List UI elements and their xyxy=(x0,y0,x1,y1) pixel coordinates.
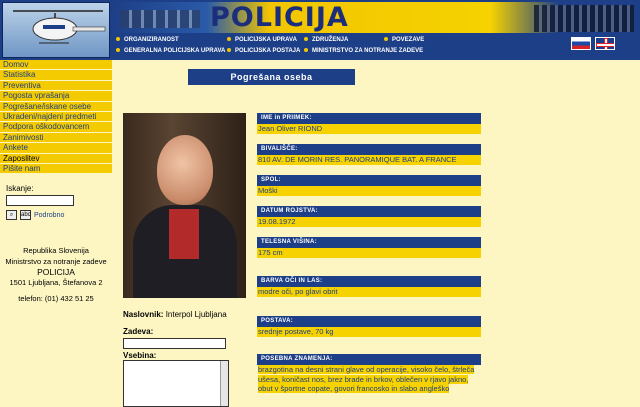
header-banner xyxy=(112,2,638,33)
field-height xyxy=(257,237,481,258)
field-eyes-hair xyxy=(257,276,481,297)
search-icon[interactable]: ⌕ xyxy=(6,210,17,220)
advanced-search-link[interactable]: Podrobno xyxy=(34,211,65,219)
sidebar-item-domov[interactable]: Domov xyxy=(0,60,112,70)
message-textarea[interactable] xyxy=(123,360,229,407)
search-box xyxy=(6,184,106,220)
field-label: POSTAVA: xyxy=(257,316,481,327)
subject-input[interactable] xyxy=(123,338,226,349)
field-label: POSEBNA ZNAMENJA: xyxy=(257,354,481,365)
field-label: BARVA OČI IN LAS: xyxy=(257,276,481,287)
nav-policijska-uprava[interactable]: POLICIJSKA UPRAVA xyxy=(227,37,297,43)
slovenian-flag-icon[interactable] xyxy=(571,37,591,50)
field-value: 810 AV. DE MORIN RES. PANORAMIQUE BAT. A FRANCE xyxy=(257,155,481,165)
nav-generalna-policijska-uprava[interactable]: GENERALNA POLICIJSKA UPRAVA xyxy=(116,48,225,54)
officers-image xyxy=(534,5,634,32)
field-value: 175 cm xyxy=(257,248,481,258)
nav-policijska-postaja[interactable]: POLICIJSKA POSTAJA xyxy=(227,48,300,54)
sidebar-item-zaposlitev[interactable]: Zaposlitev xyxy=(0,154,112,164)
top-navigation xyxy=(112,34,562,58)
message-scrollbar[interactable] xyxy=(220,361,228,406)
field-label: SPOL: xyxy=(257,175,481,186)
field-value: brazgotina na desni strani glave od operacije, visoko čelo, štrleča ušesa, koničast nos, brez brade in brkov, oblečen v rjavo jakno, obut v športne copate, govori francosko in slabo angleško xyxy=(258,365,475,393)
sidebar-item-zanimivosti[interactable]: Zanimivosti xyxy=(0,133,112,143)
recipient-line xyxy=(123,310,227,319)
field-value: Moški xyxy=(257,186,481,196)
search-input[interactable] xyxy=(6,195,74,206)
field-label: BIVALIŠČE: xyxy=(257,144,481,155)
field-value: srednje postave, 70 kg xyxy=(257,327,481,337)
site-title: POLICIJA xyxy=(210,2,349,33)
police-cars-image xyxy=(120,10,200,28)
field-value: modre oči, po glavi obrit xyxy=(257,287,481,297)
message-label: Vsebina: xyxy=(123,351,157,360)
ministry-contact xyxy=(0,246,112,305)
field-sex xyxy=(257,175,481,196)
ministry-address: 1501 Ljubljana, Štefanova 2 xyxy=(9,277,103,287)
field-label: IME in PRIIMEK: xyxy=(257,113,481,124)
field-label: TELESNA VIŠINA: xyxy=(257,237,481,248)
person-photo xyxy=(123,113,246,298)
page-title: Pogrešana oseba xyxy=(188,69,355,85)
helicopter-image xyxy=(2,2,110,58)
field-value: 19.08.1972 xyxy=(257,217,481,227)
field-label: DATUM ROJSTVA: xyxy=(257,206,481,217)
sidebar-item-preventiva[interactable]: Preventiva xyxy=(0,81,112,91)
field-special-marks xyxy=(257,354,481,394)
sidebar-item-pisite-nam[interactable]: Pišite nam xyxy=(0,164,112,174)
sidebar-item-pogresane-osebe[interactable]: Pogrešane/iskane osebe xyxy=(0,102,112,112)
ministry-name: Ministrstvo za notranje zadeve xyxy=(5,256,107,266)
sidebar-menu xyxy=(0,60,112,174)
sidebar-item-podpora[interactable]: Podpora oškodovancem xyxy=(0,122,112,132)
field-name xyxy=(257,113,481,134)
field-build xyxy=(257,316,481,337)
recipient-value: Interpol Ljubljana xyxy=(165,310,227,319)
search-controls xyxy=(6,210,106,220)
abc-icon[interactable]: abc xyxy=(21,212,31,218)
subject-label: Zadeva: xyxy=(123,327,154,336)
field-birth-date xyxy=(257,206,481,227)
nav-organiziranost[interactable]: ORGANIZIRANOST xyxy=(116,37,179,43)
sidebar-item-statistika[interactable]: Statistika xyxy=(0,70,112,80)
field-value: Jean Oliver RIOND xyxy=(257,124,481,134)
nav-ministrstvo[interactable]: MINISTRSTVO ZA NOTRANJE ZADEVE xyxy=(304,48,423,54)
ministry-phone: telefon: (01) 432 51 25 xyxy=(18,294,94,303)
ministry-police: POLICIJA xyxy=(37,267,75,277)
sidebar-item-pogosta-vprasanja[interactable]: Pogosta vprašanja xyxy=(0,91,112,101)
sidebar-item-ankete[interactable]: Ankete xyxy=(0,143,112,153)
english-flag-icon[interactable] xyxy=(595,37,615,50)
sidebar-item-ukradeni-predmeti[interactable]: Ukradeni/najdeni predmeti xyxy=(0,112,112,122)
ministry-republic: Republika Slovenija xyxy=(23,246,89,255)
search-label: Iskanje: xyxy=(6,184,34,193)
nav-povezave[interactable]: POVEZAVE xyxy=(384,37,424,43)
site-header xyxy=(0,0,640,60)
field-residence xyxy=(257,144,481,165)
recipient-label: Naslovnik: xyxy=(123,310,164,319)
nav-zdruzenja[interactable]: ZDRUŽENJA xyxy=(304,37,348,43)
